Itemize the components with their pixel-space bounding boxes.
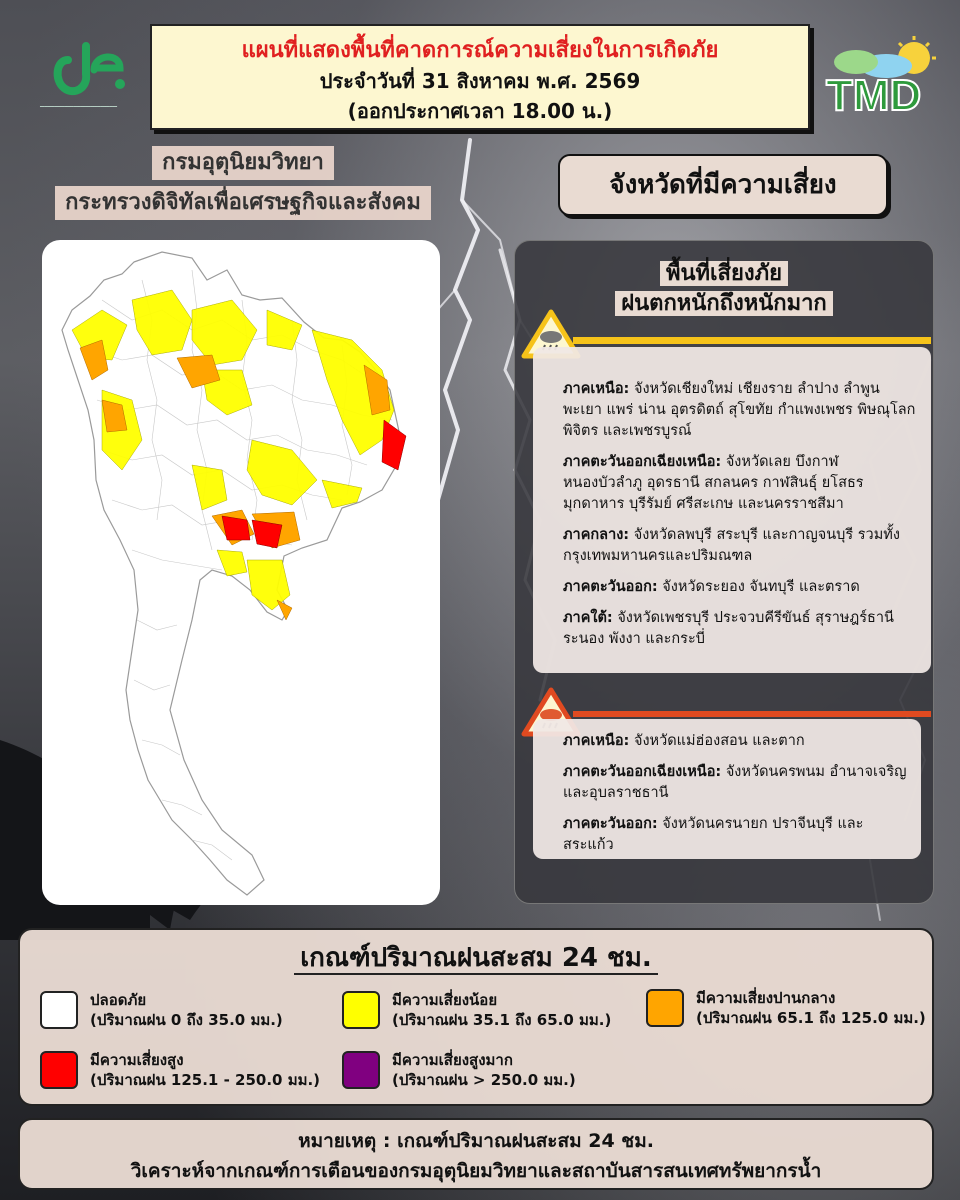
severe-northeast: ภาคตะวันออกเฉียงเหนือ: จังหวัดนครพนม อำนาจเจริญ และอุบลราชธานี xyxy=(563,764,907,801)
severe-north: ภาคเหนือ: จังหวัดแม่ฮ่องสอน และตาก xyxy=(563,733,805,749)
heading-line1: พื้นที่เสี่ยงภัย xyxy=(660,261,788,286)
mdes-logo-caption: ━━━━━━━━━━━━━━━━━━━━━━━━━━━━━━━━ xyxy=(40,104,118,109)
legend-item-safe: ปลอดภัย (ปริมาณฝน 0 ถึง 35.0 มม.) xyxy=(40,990,283,1030)
moderate-south: ภาคใต้: จังหวัดเพชรบุรี ประจวบคีรีขันธ์ สุราษฎร์ธานี ระนอง พังงา และกระบี่ xyxy=(563,610,894,647)
risk-provinces-title: จังหวัดที่มีความเสี่ยง xyxy=(558,154,888,216)
map-title: แผนที่แสดงพื้นที่คาดการณ์ความเสี่ยงในการเกิดภัย xyxy=(241,38,719,63)
rainfall-legend xyxy=(18,928,934,1106)
severe-east: ภาคตะวันออก: จังหวัดนครนายก ปราจีนบุรี และสระแก้ว xyxy=(563,816,864,853)
moderate-risk-bar xyxy=(573,337,931,344)
footnote xyxy=(18,1118,934,1190)
legend-item-low: มีความเสี่ยงน้อย (ปริมาณฝน 35.1 ถึง 65.0 มม.) xyxy=(342,990,611,1030)
legend-swatch-red xyxy=(40,1051,78,1089)
mdes-logo-icon xyxy=(50,40,130,102)
issue-date: ประจำวันที่ 31 สิงหาคม พ.ศ. 2569 xyxy=(319,69,641,93)
legend-swatch-yellow xyxy=(342,991,380,1029)
legend-swatch-orange xyxy=(646,989,684,1027)
agency-line2: กระทรวงดิจิทัลเพื่อเศรษฐกิจและสังคม xyxy=(55,186,431,220)
thailand-risk-map xyxy=(42,240,440,905)
severe-risk-bar xyxy=(573,711,931,717)
tmd-logo xyxy=(822,34,944,124)
footnote-line2: วิเคราะห์จากเกณฑ์การเตือนของกรมอุตุนิยมวิทยาและสถาบันสารสนเทศทรัพยากรน้ำ xyxy=(130,1160,822,1182)
legend-title: เกณฑ์ปริมาณฝนสะสม 24 ชม. xyxy=(20,938,932,978)
legend-swatch-white xyxy=(40,991,78,1029)
legend-swatch-purple xyxy=(342,1051,380,1089)
moderate-north: ภาคเหนือ: จังหวัดเชียงใหม่ เชียงราย ลำปาง ลำพูน พะเยา แพร่ น่าน อุตรดิตถ์ สุโขทัย กำแพงเพชร พิษณุโลก พิจิตร และเพชรบูรณ์ xyxy=(563,381,916,439)
risk-panel xyxy=(514,240,934,904)
severe-risk-card xyxy=(533,719,921,859)
agency-name xyxy=(28,146,458,222)
issue-time: (ออกประกาศเวลา 18.00 น.) xyxy=(347,99,613,123)
agency-line1: กรมอุตุนิยมวิทยา xyxy=(152,146,334,180)
heading-line2: ฝนตกหนักถึงหนักมาก xyxy=(615,291,833,316)
footnote-line1: หมายเหตุ : เกณฑ์ปริมาณฝนสะสม 24 ชม. xyxy=(298,1130,654,1152)
moderate-central: ภาคกลาง: จังหวัดลพบุรี สระบุรี และกาญจนบุรี รวมทั้งกรุงเทพมหานครและปริมณฑล xyxy=(563,527,900,564)
moderate-northeast: ภาคตะวันออกเฉียงเหนือ: จังหวัดเลย บึงกาฬ หนองบัวลำภู อุดรธานี สกลนคร กาฬสินธุ์ ยโสธร มุกดาหาร บุรีรัมย์ ศรีสะเกษ และนครราชสีมา xyxy=(563,454,864,512)
legend-item-high: มีความเสี่ยงสูง (ปริมาณฝน 125.1 - 250.0 มม.) xyxy=(40,1050,320,1090)
moderate-east: ภาคตะวันออก: จังหวัดระยอง จันทบุรี และตราด xyxy=(563,579,860,595)
mdes-logo xyxy=(40,40,150,120)
thailand-map-svg xyxy=(42,240,440,905)
moderate-risk-card xyxy=(533,347,931,673)
tmd-logo-text: TMD xyxy=(826,71,922,120)
legend-item-moderate: มีความเสี่ยงปานกลาง (ปริมาณฝน 65.1 ถึง 125.0 มม.) xyxy=(646,988,926,1028)
legend-item-very-high: มีความเสี่ยงสูงมาก (ปริมาณฝน > 250.0 มม.) xyxy=(342,1050,576,1090)
title-box xyxy=(150,24,810,130)
